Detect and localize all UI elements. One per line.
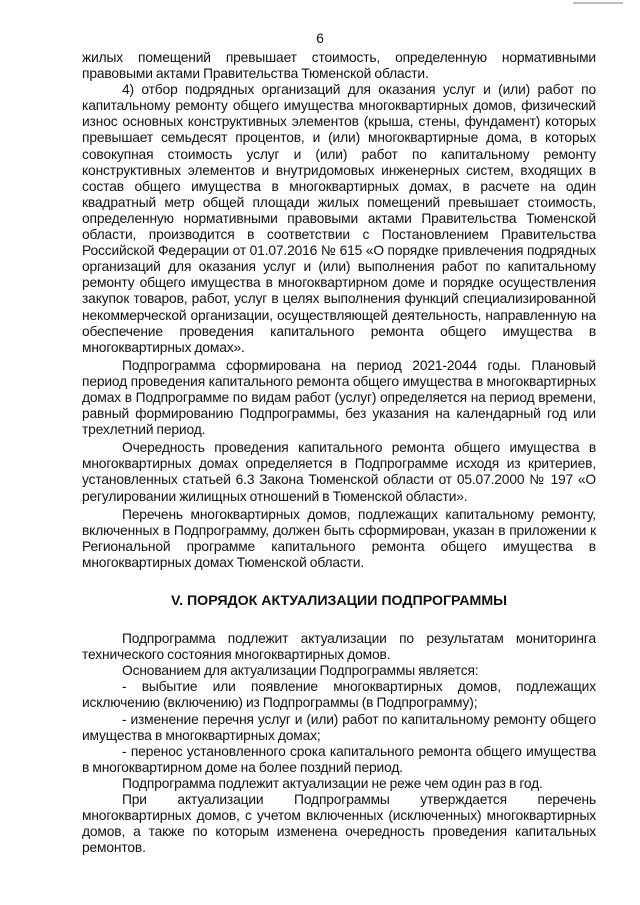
list-item-services: - изменение перечня услуг и (или) работ по капитальному ремонту общего имущества в многоквартирных домах; (82, 711, 596, 743)
paragraph-frequency: Подпрограмма подлежит актуализации не реже чем один раз в год. (122, 775, 543, 791)
list-item-houses: - выбытие или появление многоквартирных домов, подлежащих исключению (включению) из Подпрограммы (в Подпрограмму); (82, 679, 596, 711)
paragraph-list: Перечень многоквартирных домов, подлежащих капитальному ремонту, включенных в Подпрограмму, должен быть сформирован, указан в приложении к Региональной программе капитального ремонта общего имущества в многоквартирных домах Тюменской области. (82, 506, 596, 570)
paragraph-order: Очередность проведения капитального ремонта общего имущества в многоквартирных домах определяется в Подпрограмме исходя из критериев, установленных статьей 6.3 Закона Тюменской области от 05.07.2000 № 197 «О регулировании жилищных отношений в Тюменской области». (82, 440, 596, 504)
top-edge-mark (573, 2, 623, 4)
document-body (82, 50, 596, 856)
paragraph-item-4: 4) отбор подрядных организаций для оказания услуг и (или) работ по капитальному ремонту общего имущества многоквартирных домов, физический износ основных конструктивных элементов (крыша, стены, фундамент) которых превышает семьдесят процентов, и (или) многоквартирные дома, в которых совокупная стоимость услуг и (или) работ по капитальному ремонту конструктивных элементов и внутридомовых инженерных систем, входящих в состав общего имущества в многоквартирных домах, в расчете на один квадратный метр общей площади жилых помещений превышает стоимость, определенную нормативными правовыми актами Правительства Тюменской области, производится в соответствии с Постановлением Правительства Российской Федерации от 01.07.2016 № 615 «О порядке привлечения подрядных организаций для оказания услуг и (или) выполнения работ по капитальному ремонту общего имущества в многоквартирном доме и порядке осуществления закупок товаров, работ, услуг в целях выполнения функций специализированной некоммерческой организации, осуществляющей деятельность, направленную на обеспечение проведения капитального ремонта общего имущества в многоквартирных домах». (82, 82, 596, 355)
section-heading: V. ПОРЯДОК АКТУАЛИЗАЦИИ ПОДПРОГРАММЫ (170, 593, 508, 609)
paragraph-continued: жилых помещений превышает стоимость, определенную нормативными правовыми актами Правительства Тюменской области. (82, 50, 596, 82)
page-number: 6 (316, 30, 324, 46)
list-item-postpone: - перенос установленного срока капитального ремонта общего имущества в многоквартирном доме на более поздний период. (82, 743, 596, 775)
paragraph-period: Подпрограмма сформирована на период 2021-2044 годы. Плановый период проведения капитального ремонта общего имущества в многоквартирных домах в Подпрограмме по видам работ (услуг) определяется на период времени, равный формированию Подпрограммы, без указания на календарный год или трехлетний период. (82, 357, 596, 438)
paragraph-basis: Основанием для актуализации Подпрограммы является: (122, 663, 479, 679)
paragraph-approval: При актуализации Подпрограммы утверждается перечень многоквартирных домов, с учетом включенных (исключенных) многоквартирных домов, а также по которым изменена очередность проведения капитальных ремонтов. (82, 792, 596, 856)
paragraph-actualization: Подпрограмма подлежит актуализации по результатам мониторинга технического состояния многоквартирных домов. (82, 631, 596, 663)
